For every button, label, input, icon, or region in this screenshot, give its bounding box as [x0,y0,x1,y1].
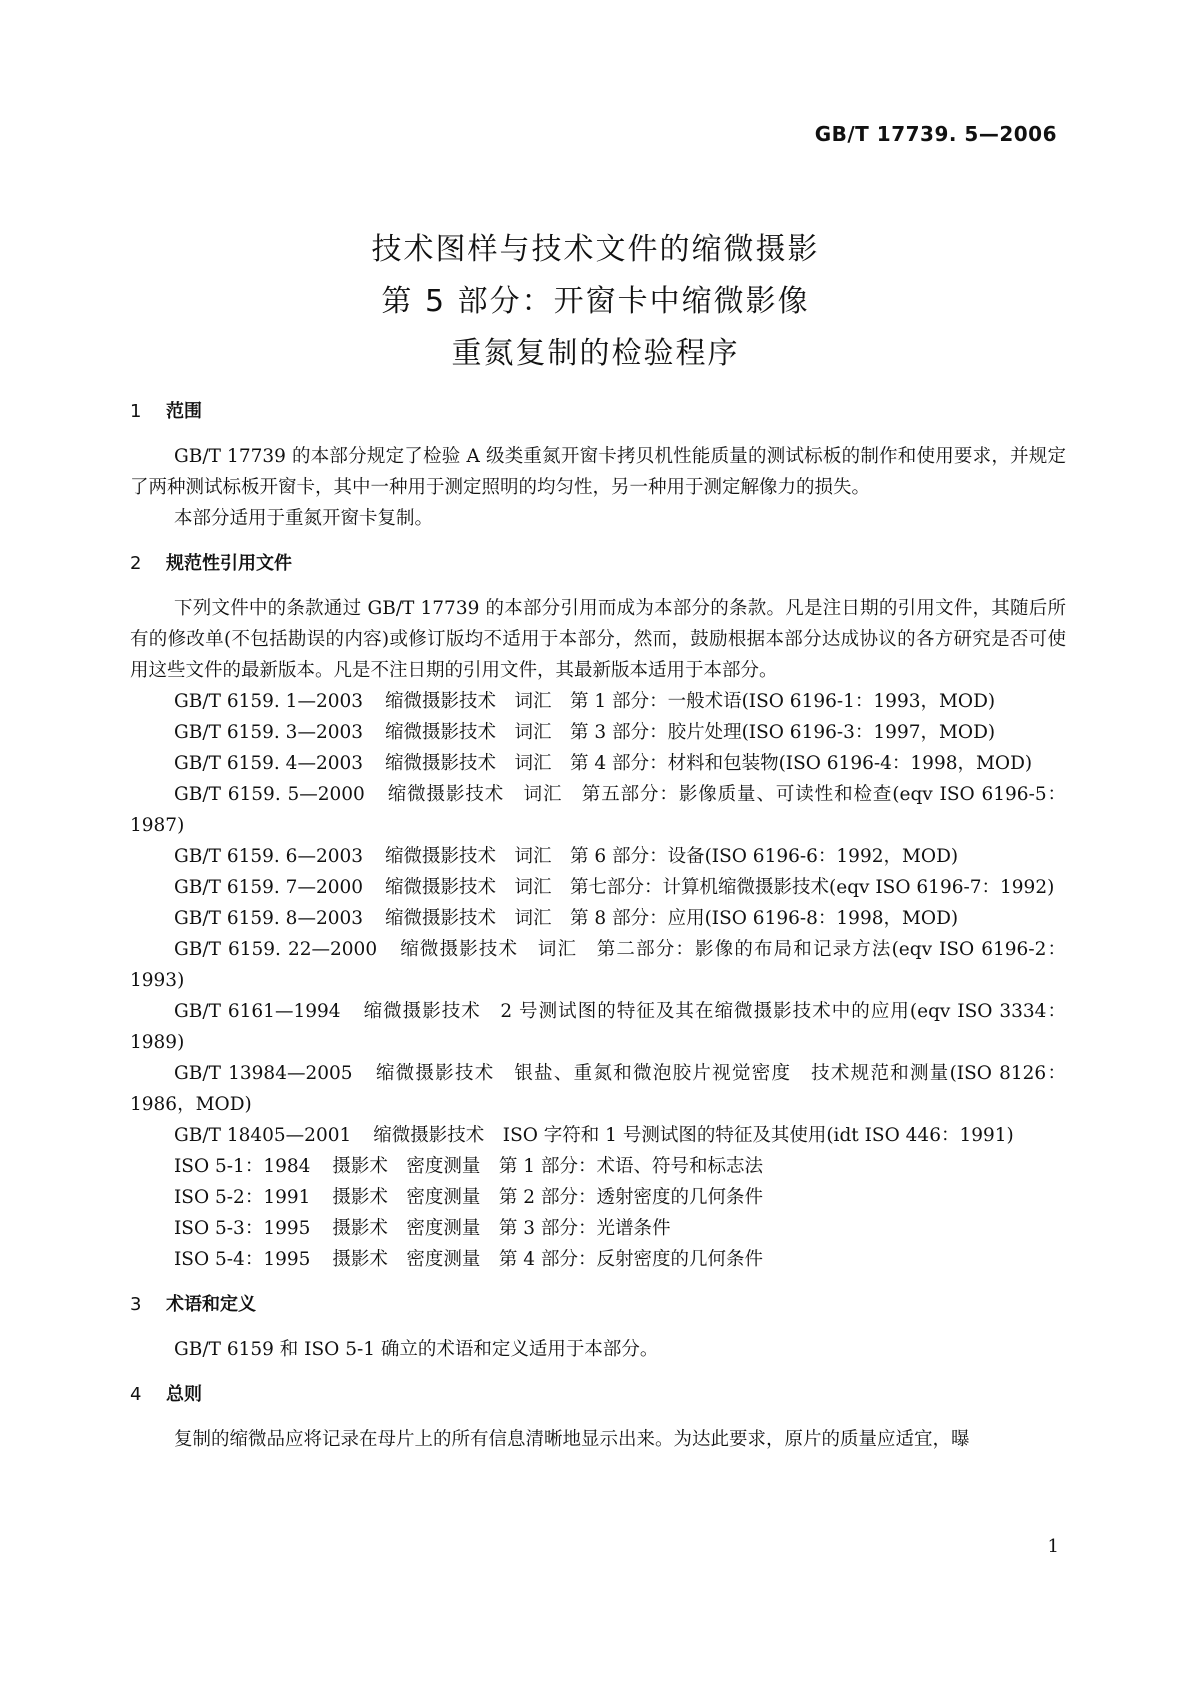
reference-item [130,1058,1066,1120]
reference-code: GB/T 6159. 6—2003 [174,846,364,867]
reference-item [130,779,1066,841]
reference-title: 缩微摄影技术 银盐、重氮和微泡胶片视觉密度 技术规范和测量(ISO 8126：1986，MOD) [130,1063,1066,1115]
reference-code: ISO 5-3：1995 [174,1218,311,1239]
reference-list [130,686,1066,1275]
reference-code: ISO 5-4：1995 [174,1249,311,1270]
section-3-heading [130,1289,1066,1320]
reference-title: 缩微摄影技术 2 号测试图的特征及其在缩微摄影技术中的应用(eqv ISO 3334：1989) [130,1001,1066,1053]
reference-title: 缩微摄影技术 词汇 第 1 部分：一般术语(ISO 6196-1：1993，MOD) [385,691,996,712]
reference-title: 缩微摄影技术 词汇 第 4 部分：材料和包装物(ISO 6196-4：1998，MOD) [385,753,1033,774]
document-body [130,396,1066,1455]
reference-item [130,934,1066,996]
reference-title: 摄影术 密度测量 第 4 部分：反射密度的几何条件 [332,1249,763,1270]
reference-item [130,1151,1066,1182]
page-number: 1 [1047,1536,1059,1557]
reference-code: GB/T 6159. 7—2000 [174,877,364,898]
reference-code: GB/T 18405—2001 [174,1125,352,1146]
section-number: 2 [130,553,142,574]
section-3-paragraph-1: GB/T 6159 和 ISO 5-1 确立的术语和定义适用于本部分。 [174,1339,659,1360]
reference-code: GB/T 13984—2005 [174,1063,353,1084]
reference-item [130,686,1066,717]
reference-code: GB/T 6161—1994 [174,1001,341,1022]
reference-title: 摄影术 密度测量 第 1 部分：术语、符号和标志法 [332,1156,763,1177]
reference-item [130,1244,1066,1275]
section-2-heading [130,548,1066,579]
standard-code: GB/T 17739. 5—2006 [814,122,1057,146]
section-number: 1 [130,401,142,422]
section-number: 4 [130,1384,142,1405]
section-1-heading [130,396,1066,427]
reference-title: 缩微摄影技术 词汇 第 3 部分：胶片处理(ISO 6196-3：1997，MOD) [385,722,996,743]
reference-item [130,903,1066,934]
reference-title: 摄影术 密度测量 第 3 部分：光谱条件 [332,1218,671,1239]
reference-item [130,1213,1066,1244]
reference-code: GB/T 6159. 5—2000 [174,784,365,805]
reference-code: GB/T 6159. 22—2000 [174,939,378,960]
reference-code: GB/T 6159. 1—2003 [174,691,364,712]
reference-item [130,841,1066,872]
section-1-paragraph-1: GB/T 17739 的本部分规定了检验 A 级类重氮开窗卡拷贝机性能质量的测试标板的制作和使用要求，并规定了两种测试标板开窗卡，其中一种用于测定照明的均匀性，另一种用于测定解像力的损失。 [130,446,1066,498]
section-4-heading [130,1379,1066,1410]
reference-title: 缩微摄影技术 词汇 第五部分：影像质量、可读性和检查(eqv ISO 6196-5：1987) [130,784,1066,836]
reference-title: 摄影术 密度测量 第 2 部分：透射密度的几何条件 [332,1187,763,1208]
section-title: 总则 [166,1384,202,1405]
section-title: 术语和定义 [166,1294,256,1315]
reference-code: GB/T 6159. 8—2003 [174,908,364,929]
title-line-2: 第 5 部分：开窗卡中缩微影像 [381,284,810,319]
reference-title: 缩微摄影技术 词汇 第二部分：影像的布局和记录方法(eqv ISO 6196-2：1993) [130,939,1066,991]
reference-item [130,872,1066,903]
document-title [0,224,1191,380]
section-4-paragraph-1: 复制的缩微品应将记录在母片上的所有信息清晰地显示出来。为达此要求，原片的质量应适宜，曝 [174,1429,970,1450]
section-title: 规范性引用文件 [166,553,292,574]
reference-code: GB/T 6159. 4—2003 [174,753,364,774]
reference-title: 缩微摄影技术 ISO 字符和 1 号测试图的特征及其使用(idt ISO 446：1991) [373,1125,1014,1146]
reference-item [130,748,1066,779]
title-line-1: 技术图样与技术文件的缩微摄影 [371,232,820,267]
reference-code: GB/T 6159. 3—2003 [174,722,364,743]
section-1-paragraph-2: 本部分适用于重氮开窗卡复制。 [174,508,434,529]
section-title: 范围 [166,401,202,422]
reference-code: ISO 5-1：1984 [174,1156,311,1177]
reference-title: 缩微摄影技术 词汇 第 8 部分：应用(ISO 6196-8：1998，MOD) [385,908,959,929]
reference-item [130,717,1066,748]
reference-item [130,1182,1066,1213]
reference-code: ISO 5-2：1991 [174,1187,311,1208]
section-number: 3 [130,1294,142,1315]
reference-item [130,996,1066,1058]
reference-title: 缩微摄影技术 词汇 第七部分：计算机缩微摄影技术(eqv ISO 6196-7：1992) [385,877,1055,898]
title-line-3: 重氮复制的检验程序 [451,336,740,371]
reference-item [130,1120,1066,1151]
section-2-intro: 下列文件中的条款通过 GB/T 17739 的本部分引用而成为本部分的条款。凡是注日期的引用文件，其随后所有的修改单(不包括勘误的内容)或修订版均不适用于本部分，然而，鼓励根据本部分达成协议的各方研究是否可使用这些文件的最新版本。凡是不注日期的引用文件，其最新版本适用于本部分。 [130,598,1066,681]
reference-title: 缩微摄影技术 词汇 第 6 部分：设备(ISO 6196-6：1992，MOD) [385,846,959,867]
